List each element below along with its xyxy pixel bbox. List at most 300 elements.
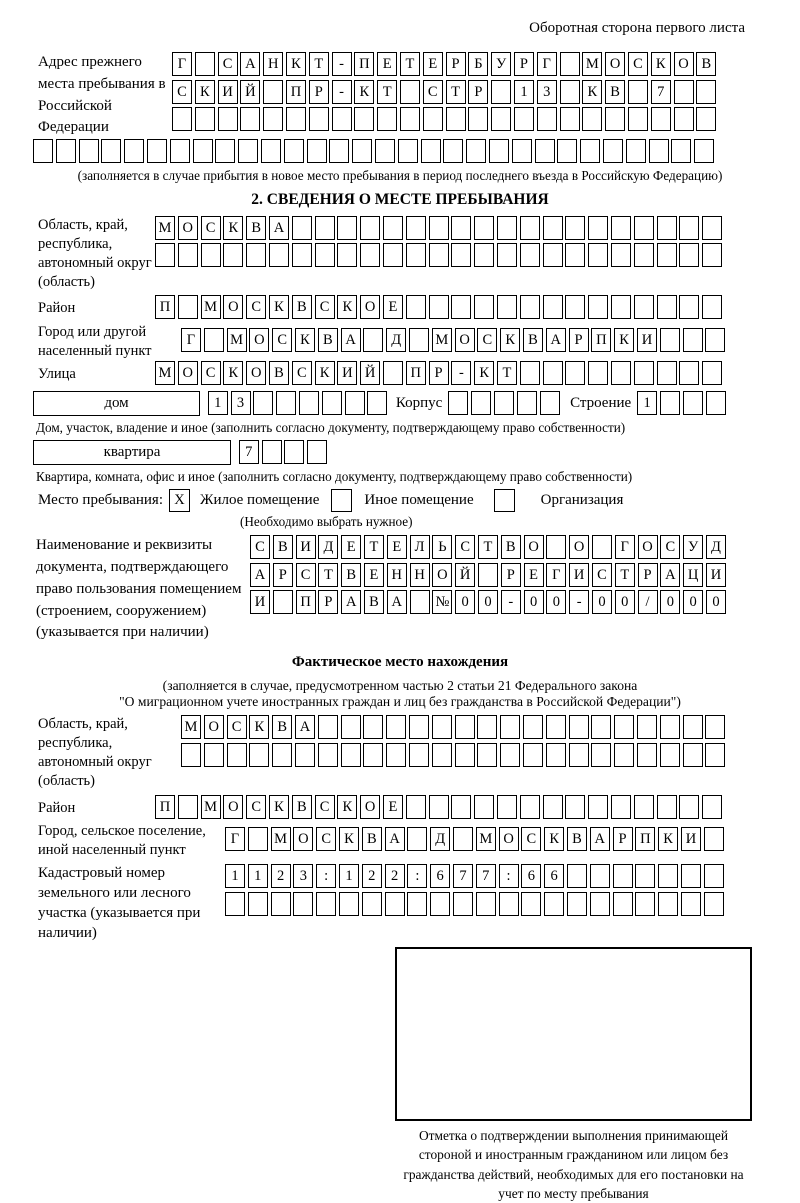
char-box: Е xyxy=(341,535,361,559)
char-box: О xyxy=(605,52,625,76)
house-field-label-box: дом xyxy=(33,391,200,416)
char-box xyxy=(307,440,327,464)
char-box xyxy=(329,139,349,163)
char-box: Д xyxy=(318,535,338,559)
char-box: И xyxy=(296,535,316,559)
char-box: П xyxy=(155,795,175,819)
char-box xyxy=(674,80,694,104)
char-box: 1 xyxy=(339,864,359,888)
char-box: Р xyxy=(429,361,449,385)
kadastr-label: Кадастровый номер земельного или лесного участка (указывается при наличии) xyxy=(38,865,201,941)
char-box xyxy=(543,243,563,267)
char-box xyxy=(613,864,633,888)
char-box xyxy=(605,107,625,131)
char-box: К xyxy=(269,295,289,319)
char-box: Е xyxy=(383,295,403,319)
char-box xyxy=(386,743,406,767)
char-box: К xyxy=(286,52,306,76)
stamp-caption: Отметка о подтверждении выполнения принимающей стороной и иностранным гражданином или лицом без гражданства действий, необходимых для его постановки на учет по месту пребывания xyxy=(403,1128,744,1201)
char-box xyxy=(634,295,654,319)
char-box xyxy=(588,295,608,319)
raion-row xyxy=(155,295,725,323)
char-box: О xyxy=(178,216,198,240)
char-box: 1 xyxy=(208,391,228,415)
char-box xyxy=(706,391,726,415)
char-box: И xyxy=(569,563,589,587)
char-box xyxy=(455,715,475,739)
char-box xyxy=(660,391,680,415)
char-box: Д xyxy=(386,328,406,352)
char-box xyxy=(520,243,540,267)
stroenie-boxes xyxy=(637,391,728,419)
char-box xyxy=(582,107,602,131)
stamp-box xyxy=(395,947,752,1121)
char-box xyxy=(491,107,511,131)
char-box xyxy=(565,216,585,240)
doc-label: Наименование и реквизиты документа, подтверждающего право пользования помещением (строением, сооружением) (указывается при наличии) xyxy=(36,537,242,641)
char-box xyxy=(432,715,452,739)
char-box xyxy=(477,715,497,739)
char-box xyxy=(33,139,53,163)
place-type-row xyxy=(38,489,800,512)
char-box xyxy=(592,535,612,559)
char-box xyxy=(520,795,540,819)
char-box: В xyxy=(362,827,382,851)
char-box xyxy=(363,743,383,767)
char-box xyxy=(494,391,514,415)
char-box: П xyxy=(635,827,655,851)
char-box: Й xyxy=(240,80,260,104)
char-box: В xyxy=(341,563,361,587)
char-box xyxy=(591,743,611,767)
char-box xyxy=(204,328,224,352)
prev-address-row-1 xyxy=(172,52,719,80)
char-box xyxy=(497,295,517,319)
char-box xyxy=(543,216,563,240)
prev-address-row-2 xyxy=(172,80,719,108)
char-box xyxy=(704,892,724,916)
fact-title: Фактическое место нахождения xyxy=(291,654,509,670)
char-box xyxy=(147,139,167,163)
char-box xyxy=(299,391,319,415)
char-box xyxy=(398,139,418,163)
char-box xyxy=(318,715,338,739)
char-box xyxy=(565,243,585,267)
char-box: 1 xyxy=(637,391,657,415)
char-box: С xyxy=(296,563,316,587)
char-box xyxy=(341,743,361,767)
char-box: К xyxy=(223,361,243,385)
char-box: Р xyxy=(468,80,488,104)
oblast-row-2 xyxy=(155,243,725,271)
char-box xyxy=(293,892,313,916)
char-box: 7 xyxy=(239,440,259,464)
char-box xyxy=(705,328,725,352)
char-box: 2 xyxy=(362,864,382,888)
char-box: П xyxy=(155,295,175,319)
char-box xyxy=(474,216,494,240)
char-box: Ц xyxy=(683,563,703,587)
char-box xyxy=(409,328,429,352)
char-box xyxy=(634,243,654,267)
char-box xyxy=(679,216,699,240)
char-box xyxy=(649,139,669,163)
fact-raion-label: Район xyxy=(38,799,76,816)
char-box xyxy=(679,361,699,385)
char-box: С xyxy=(250,535,270,559)
char-box xyxy=(560,80,580,104)
char-box xyxy=(410,590,430,614)
char-box xyxy=(634,216,654,240)
page-side-note: Оборотная сторона первого листа xyxy=(529,20,745,36)
char-box xyxy=(702,295,722,319)
char-box xyxy=(451,216,471,240)
char-box: У xyxy=(683,535,703,559)
char-box: Е xyxy=(423,52,443,76)
char-box: В xyxy=(273,535,293,559)
char-box xyxy=(386,715,406,739)
char-box: О xyxy=(204,715,224,739)
char-box: К xyxy=(269,795,289,819)
char-box: Р xyxy=(446,52,466,76)
apartment-caption: Квартира, комната, офис и иное (заполнить согласно документу, подтверждающему право собственности) xyxy=(36,469,633,485)
char-box xyxy=(635,892,655,916)
char-box: 1 xyxy=(248,864,268,888)
char-box xyxy=(332,107,352,131)
fact-caption-2: "О миграционном учете иностранных граждан и лиц без гражданства в Российской Федерации") xyxy=(119,694,681,709)
char-box xyxy=(681,892,701,916)
char-box: К xyxy=(223,216,243,240)
char-box xyxy=(367,391,387,415)
char-box: С xyxy=(628,52,648,76)
char-box xyxy=(543,795,563,819)
char-box xyxy=(565,295,585,319)
korpus-boxes xyxy=(448,391,562,419)
char-box xyxy=(611,216,631,240)
char-box xyxy=(363,715,383,739)
char-box xyxy=(271,892,291,916)
char-box xyxy=(407,892,427,916)
char-box xyxy=(249,743,269,767)
char-box: С xyxy=(246,795,266,819)
char-box: К xyxy=(582,80,602,104)
char-box xyxy=(657,216,677,240)
char-box: - xyxy=(451,361,471,385)
char-box: : xyxy=(499,864,519,888)
char-box xyxy=(383,243,403,267)
char-box: Т xyxy=(478,535,498,559)
char-box: М xyxy=(582,52,602,76)
char-box: М xyxy=(155,361,175,385)
char-box xyxy=(453,892,473,916)
prev-address-label: Адрес прежнего места пребывания в Российской Федерации xyxy=(38,54,166,136)
ulitsa-row xyxy=(155,361,725,389)
char-box xyxy=(626,139,646,163)
fact-gorod-row xyxy=(225,827,727,855)
char-box xyxy=(660,328,680,352)
char-box xyxy=(634,361,654,385)
char-box xyxy=(409,743,429,767)
char-box xyxy=(360,216,380,240)
char-box xyxy=(679,795,699,819)
char-box xyxy=(377,107,397,131)
char-box: С xyxy=(201,361,221,385)
doc-rows xyxy=(250,535,729,618)
char-box xyxy=(591,715,611,739)
char-box xyxy=(683,328,703,352)
char-box: О xyxy=(223,295,243,319)
char-box xyxy=(696,107,716,131)
char-box xyxy=(383,216,403,240)
char-box xyxy=(651,107,671,131)
fact-gorod-group xyxy=(38,822,800,860)
char-box xyxy=(284,440,304,464)
char-box xyxy=(523,715,543,739)
char-box: Т xyxy=(364,535,384,559)
char-box: 7 xyxy=(476,864,496,888)
char-box: 0 xyxy=(524,590,544,614)
char-box: В xyxy=(696,52,716,76)
char-box xyxy=(223,243,243,267)
char-box xyxy=(702,795,722,819)
char-box xyxy=(421,139,441,163)
char-box: П xyxy=(406,361,426,385)
char-box xyxy=(658,892,678,916)
char-box xyxy=(560,107,580,131)
char-box: Н xyxy=(387,563,407,587)
char-box: О xyxy=(246,361,266,385)
char-box xyxy=(491,80,511,104)
char-box xyxy=(181,743,201,767)
char-box: С xyxy=(315,795,335,819)
char-box: Л xyxy=(410,535,430,559)
char-box: Т xyxy=(615,563,635,587)
char-box xyxy=(705,743,725,767)
char-box xyxy=(432,743,452,767)
char-box xyxy=(406,795,426,819)
char-box xyxy=(476,892,496,916)
char-box: / xyxy=(638,590,658,614)
char-box xyxy=(309,107,329,131)
char-box xyxy=(520,216,540,240)
char-box: Т xyxy=(400,52,420,76)
char-box xyxy=(671,139,691,163)
char-box xyxy=(657,243,677,267)
char-box xyxy=(537,107,557,131)
char-box xyxy=(337,216,357,240)
char-box: П xyxy=(286,80,306,104)
char-box xyxy=(273,590,293,614)
char-box: С xyxy=(423,80,443,104)
char-box: Т xyxy=(497,361,517,385)
char-box: К xyxy=(337,795,357,819)
char-box: 0 xyxy=(455,590,475,614)
char-box: М xyxy=(476,827,496,851)
char-box xyxy=(263,107,283,131)
char-box xyxy=(657,795,677,819)
char-box xyxy=(614,743,634,767)
char-box xyxy=(238,139,258,163)
char-box: М xyxy=(201,795,221,819)
char-box: 0 xyxy=(546,590,566,614)
char-box xyxy=(560,52,580,76)
char-box xyxy=(360,243,380,267)
stamp-area xyxy=(395,947,752,1202)
char-box xyxy=(407,827,427,851)
char-box: Ь xyxy=(432,535,452,559)
char-box: А xyxy=(387,590,407,614)
char-box xyxy=(225,892,245,916)
char-box: О xyxy=(638,535,658,559)
char-box: И xyxy=(681,827,701,851)
char-box: - xyxy=(501,590,521,614)
char-box xyxy=(261,139,281,163)
char-box xyxy=(683,391,703,415)
char-box xyxy=(307,139,327,163)
char-box: Е xyxy=(377,52,397,76)
char-box xyxy=(474,795,494,819)
char-box xyxy=(521,892,541,916)
char-box xyxy=(318,743,338,767)
char-box xyxy=(611,361,631,385)
gorod-label: Город или другой населенный пункт xyxy=(38,323,152,359)
char-box: О xyxy=(569,535,589,559)
prev-address-row-3 xyxy=(172,107,719,135)
char-box xyxy=(658,864,678,888)
char-box: С xyxy=(201,216,221,240)
char-box xyxy=(375,139,395,163)
char-box xyxy=(474,243,494,267)
section2-title: 2. СВЕДЕНИЯ О МЕСТЕ ПРЕБЫВАНИЯ xyxy=(251,190,549,208)
char-box xyxy=(478,563,498,587)
char-box xyxy=(204,743,224,767)
char-box: 2 xyxy=(271,864,291,888)
char-box: В xyxy=(501,535,521,559)
char-box: Е xyxy=(524,563,544,587)
char-box: В xyxy=(605,80,625,104)
kadastr-row-1 xyxy=(225,864,727,892)
char-box: Г xyxy=(181,328,201,352)
char-box xyxy=(406,216,426,240)
char-box xyxy=(580,139,600,163)
char-box: А xyxy=(240,52,260,76)
char-box xyxy=(471,391,491,415)
char-box: О xyxy=(249,328,269,352)
char-box: Г xyxy=(537,52,557,76)
char-box: О xyxy=(432,563,452,587)
char-box xyxy=(362,892,382,916)
char-box: 3 xyxy=(231,391,251,415)
char-box xyxy=(218,107,238,131)
char-box: К xyxy=(651,52,671,76)
char-box xyxy=(446,107,466,131)
option-inoe-label: Иное помещение xyxy=(364,492,474,509)
char-box: 7 xyxy=(453,864,473,888)
fact-oblast-rows xyxy=(181,715,728,770)
char-box: К xyxy=(337,295,357,319)
char-box xyxy=(101,139,121,163)
char-box: - xyxy=(569,590,589,614)
char-box xyxy=(316,892,336,916)
char-box xyxy=(178,795,198,819)
char-box: К xyxy=(500,328,520,352)
char-box xyxy=(588,795,608,819)
char-box xyxy=(451,243,471,267)
char-box xyxy=(383,361,403,385)
char-box: М xyxy=(201,295,221,319)
char-box xyxy=(657,295,677,319)
apartment-field-label-box: квартира xyxy=(33,440,231,465)
char-box: 0 xyxy=(615,590,635,614)
char-box xyxy=(543,361,563,385)
char-box xyxy=(400,80,420,104)
char-box: О xyxy=(524,535,544,559)
char-box: М xyxy=(432,328,452,352)
char-box xyxy=(448,391,468,415)
char-box: : xyxy=(407,864,427,888)
char-box: 3 xyxy=(293,864,313,888)
char-box: Т xyxy=(446,80,466,104)
char-box: Е xyxy=(383,795,403,819)
doc-row-2 xyxy=(250,563,729,591)
char-box xyxy=(286,107,306,131)
char-box: И xyxy=(637,328,657,352)
char-box xyxy=(523,743,543,767)
char-box: К xyxy=(249,715,269,739)
char-box: 7 xyxy=(651,80,671,104)
char-box xyxy=(546,743,566,767)
char-box xyxy=(489,139,509,163)
char-box: К xyxy=(195,80,215,104)
char-box xyxy=(354,107,374,131)
char-box: № xyxy=(432,590,452,614)
char-box xyxy=(292,243,312,267)
char-box xyxy=(284,139,304,163)
house-number-boxes xyxy=(208,391,390,419)
char-box xyxy=(657,361,677,385)
char-box xyxy=(400,107,420,131)
char-box xyxy=(546,535,566,559)
char-box xyxy=(248,827,268,851)
char-box xyxy=(520,295,540,319)
option-organizatsiya-label: Организация xyxy=(540,492,624,509)
option-zhiloe-label: Жилое помещение xyxy=(200,492,320,509)
char-box xyxy=(544,892,564,916)
char-box: К xyxy=(354,80,374,104)
char-box: С xyxy=(316,827,336,851)
char-box: В xyxy=(272,715,292,739)
char-box: 1 xyxy=(225,864,245,888)
char-box xyxy=(704,827,724,851)
place-type-label: Место пребывания: xyxy=(38,492,163,509)
char-box xyxy=(679,295,699,319)
char-box xyxy=(535,139,555,163)
doc-row-3 xyxy=(250,590,729,618)
char-box xyxy=(613,892,633,916)
ulitsa-group xyxy=(38,361,800,389)
char-box: - xyxy=(332,80,352,104)
char-box: 0 xyxy=(478,590,498,614)
char-box xyxy=(696,80,716,104)
char-box: Р xyxy=(613,827,633,851)
char-box xyxy=(155,243,175,267)
char-box xyxy=(341,715,361,739)
char-box: О xyxy=(293,827,313,851)
char-box: 2 xyxy=(385,864,405,888)
char-box: Т xyxy=(309,52,329,76)
fact-oblast-row-2 xyxy=(181,743,728,771)
fact-oblast-label: Область, край, республика, автономный округ (область) xyxy=(38,716,152,790)
